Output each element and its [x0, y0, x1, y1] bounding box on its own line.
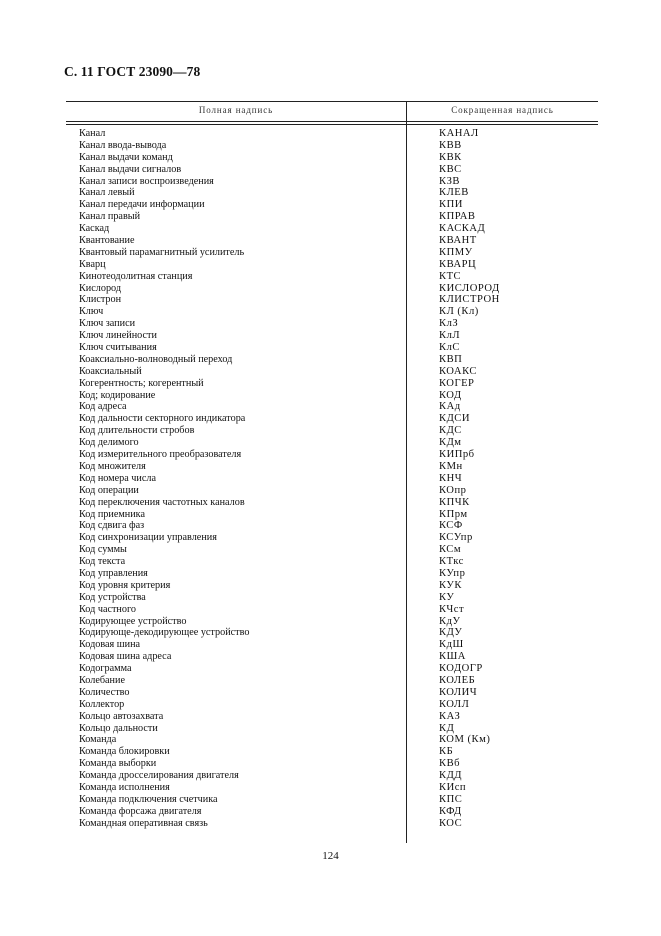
abbreviation: КПРАВ: [439, 211, 476, 223]
full-label: Команда выборки: [79, 758, 157, 770]
full-label: Код операции: [79, 484, 139, 496]
full-label: Канал левый: [79, 187, 135, 199]
full-label: Команда подключения счетчика: [79, 793, 218, 805]
abbreviation: КША: [439, 651, 466, 663]
abbreviation: КЛЕВ: [439, 187, 469, 199]
table-row: [66, 449, 598, 461]
table-row: [66, 473, 598, 485]
abbreviation: КБ: [439, 746, 454, 758]
full-label: Код сдвига фаз: [79, 520, 145, 532]
table-row: [66, 485, 598, 497]
abbreviation: КЛ (Кл): [439, 306, 479, 318]
table-row: [66, 294, 598, 306]
table-row: [66, 520, 598, 532]
full-label: Канал правый: [79, 211, 141, 223]
full-label: Ключ записи: [79, 318, 136, 330]
full-label: Кислород: [79, 282, 122, 294]
page-number: 124: [322, 850, 339, 862]
table-row: [66, 723, 598, 735]
table-row: [66, 259, 598, 271]
abbreviation: КдШ: [439, 639, 464, 651]
table-row: [66, 758, 598, 770]
abbreviation: КАд: [439, 401, 461, 413]
table-row: [66, 390, 598, 402]
table-row: [66, 544, 598, 556]
table-row: [66, 306, 598, 318]
full-label: Квантовый парамагнитный усилитель: [79, 246, 245, 258]
full-label: Канал ввода-вывода: [79, 139, 167, 151]
full-label: Код уровня критерия: [79, 579, 171, 591]
full-label: Команда блокировки: [79, 746, 170, 758]
table-row: [66, 413, 598, 425]
full-label: Ключ: [79, 306, 104, 318]
abbreviation: КИПрб: [439, 449, 475, 461]
table-row: [66, 806, 598, 818]
abbreviation: КДСИ: [439, 413, 471, 425]
full-label: Код множителя: [79, 460, 146, 472]
abbreviation: КУпр: [439, 567, 466, 579]
full-label: Команда: [79, 734, 117, 746]
full-label: Кварц: [79, 258, 106, 270]
full-label: Код переключения частотных каналов: [79, 496, 245, 508]
abbreviation: КОС: [439, 817, 463, 829]
table-row: [66, 401, 598, 413]
full-label: Кодовая шина адреса: [79, 651, 172, 663]
table-row: [66, 366, 598, 378]
document-header: С. 11 ГОСТ 23090—78: [64, 64, 201, 79]
full-label: Код номера числа: [79, 472, 157, 484]
table-header-rule-double: [66, 124, 598, 125]
table-row: [66, 425, 598, 437]
full-label: Код управления: [79, 567, 148, 579]
full-label: Коллектор: [79, 698, 125, 710]
abbreviation: КТС: [439, 270, 462, 282]
table-row: [66, 152, 598, 164]
table-row: [66, 509, 598, 521]
table-row: [66, 128, 598, 140]
table-row: [66, 199, 598, 211]
table-row: [66, 699, 598, 711]
table-row: [66, 271, 598, 283]
abbreviation: КДД: [439, 770, 463, 782]
abbreviation: КПрм: [439, 508, 468, 520]
table-row: [66, 639, 598, 651]
abbreviation: КОД: [439, 389, 462, 401]
full-label: Ключ линейности: [79, 330, 157, 342]
abbreviation: КСФ: [439, 520, 463, 532]
table-row: [66, 616, 598, 628]
abbreviation: КДС: [439, 425, 462, 437]
table-row: [66, 556, 598, 568]
abbreviation: КВб: [439, 758, 461, 770]
full-label: Коаксиальный: [79, 365, 142, 377]
full-label: Клистрон: [79, 294, 122, 306]
full-label: Кинотеодолитная станция: [79, 270, 193, 282]
table-row: [66, 211, 598, 223]
table-row: [66, 354, 598, 366]
abbreviation: КОДОГР: [439, 663, 483, 675]
table-row: [66, 437, 598, 449]
abbreviation: КВАНТ: [439, 235, 477, 247]
full-label: Кодирующе-декодирующее устройство: [79, 627, 250, 639]
full-label: Код суммы: [79, 544, 127, 556]
full-label: Канал передачи информации: [79, 199, 205, 211]
full-label: Код; кодирование: [79, 389, 156, 401]
abbreviation: КОЛИЧ: [439, 686, 478, 698]
abbreviation: КАНАЛ: [439, 128, 479, 139]
abbreviation: КМн: [439, 460, 463, 472]
full-label: Код синхронизации управления: [79, 532, 217, 544]
table-row: [66, 497, 598, 509]
full-label: Количество: [79, 686, 130, 698]
abbreviation: КлЛ: [439, 330, 461, 342]
abbreviation: КВАРЦ: [439, 258, 477, 270]
full-label: Канал записи воспроизведения: [79, 175, 214, 187]
full-label: Канал выдачи сигналов: [79, 163, 182, 175]
full-label: Команда исполнения: [79, 781, 170, 793]
full-label: Команда форсажа двигателя: [79, 805, 202, 817]
full-label: Код делимого: [79, 437, 139, 449]
table-row: [66, 687, 598, 699]
abbreviation: КЧст: [439, 603, 465, 615]
abbreviation: КПЧК: [439, 496, 470, 508]
table-row: [66, 568, 598, 580]
table-body: [66, 128, 598, 830]
table-header-rule: [66, 121, 598, 122]
full-label: Команда дросселирования двигателя: [79, 770, 239, 782]
full-label: Кольцо дальности: [79, 722, 158, 734]
abbreviation: КУ: [439, 591, 455, 603]
full-label: Код адреса: [79, 401, 127, 413]
full-label: Код устройства: [79, 591, 146, 603]
full-label: Канал: [79, 128, 106, 139]
abbreviation: КдУ: [439, 615, 461, 627]
abbreviation: КВВ: [439, 139, 462, 151]
full-label: Когерентность; когерентный: [79, 377, 204, 389]
table-row: [66, 782, 598, 794]
abbreviation: КОАКС: [439, 365, 477, 377]
table-row: [66, 330, 598, 342]
table-row: [66, 342, 598, 354]
column-header-full: Полная надпись: [198, 105, 274, 115]
full-label: Командная оперативная связь: [79, 817, 208, 829]
column-header-abbr: Сокращенная надпись: [451, 105, 554, 115]
abbreviation: КФД: [439, 805, 462, 817]
abbreviation: КПМУ: [439, 246, 473, 258]
full-label: Кодирующее устройство: [79, 615, 187, 627]
abbreviation: КВК: [439, 151, 462, 163]
abbreviation: КАЗ: [439, 710, 461, 722]
full-label: Коаксиально-волноводный переход: [79, 353, 233, 365]
abbreviation: КВС: [439, 163, 462, 175]
table-row: [66, 663, 598, 675]
full-label: Каскад: [79, 223, 110, 235]
table-row: [66, 746, 598, 758]
full-label: Код длительности стробов: [79, 425, 195, 437]
abbreviation: КЛИСТРОН: [439, 294, 500, 306]
table-row: [66, 604, 598, 616]
table-top-rule: [66, 101, 598, 102]
abbreviation: КОГЕР: [439, 377, 475, 389]
table-row: [66, 711, 598, 723]
abbreviation: КУК: [439, 579, 462, 591]
table-row: [66, 770, 598, 782]
table-row: [66, 140, 598, 152]
table-row: [66, 176, 598, 188]
table-row: [66, 461, 598, 473]
full-label: Колебание: [79, 674, 125, 686]
table-row: [66, 532, 598, 544]
full-label: Канал выдачи команд: [79, 151, 173, 163]
abbreviation: КПИ: [439, 199, 463, 211]
table-row: [66, 223, 598, 235]
abbreviation: КД: [439, 722, 455, 734]
table-row: [66, 734, 598, 746]
full-label: Ключ считывания: [79, 342, 157, 354]
table-row: [66, 187, 598, 199]
table-row: [66, 283, 598, 295]
full-label: Квантование: [79, 235, 135, 247]
full-label: Кодовая шина: [79, 639, 141, 651]
abbreviations-table: [66, 101, 598, 843]
abbreviation: КСм: [439, 544, 462, 556]
full-label: Кольцо автозахвата: [79, 710, 164, 722]
full-label: Код частного: [79, 603, 136, 615]
full-label: Код приемника: [79, 508, 146, 520]
abbreviation: КОпр: [439, 484, 467, 496]
abbreviation: КАСКАД: [439, 223, 486, 235]
table-row: [66, 675, 598, 687]
full-label: Код дальности секторного индикатора: [79, 413, 246, 425]
table-row: [66, 164, 598, 176]
table-row: [66, 794, 598, 806]
abbreviation: КПС: [439, 793, 463, 805]
table-row: [66, 627, 598, 639]
full-label: Код текста: [79, 556, 126, 568]
abbreviation: КлЗ: [439, 318, 459, 330]
table-row: [66, 378, 598, 390]
abbreviation: КЗВ: [439, 175, 460, 187]
table-row: [66, 592, 598, 604]
abbreviation: КСУпр: [439, 532, 473, 544]
abbreviation: КлС: [439, 342, 460, 354]
full-label: Кодограмма: [79, 663, 132, 675]
table-row: [66, 580, 598, 592]
abbreviation: КТкс: [439, 556, 464, 568]
table-row: [66, 818, 598, 830]
table-row: [66, 235, 598, 247]
abbreviation: КОЛЕБ: [439, 674, 476, 686]
abbreviation: КОЛЛ: [439, 698, 470, 710]
abbreviation: КОМ (Км): [439, 734, 491, 746]
abbreviation: КВП: [439, 353, 463, 365]
table-row: [66, 318, 598, 330]
abbreviation: КИСЛОРОД: [439, 282, 500, 294]
abbreviation: КИсп: [439, 781, 467, 793]
table-row: [66, 651, 598, 663]
abbreviation: КДм: [439, 437, 462, 449]
full-label: Код измерительного преобразователя: [79, 449, 242, 461]
abbreviation: КНЧ: [439, 472, 463, 484]
table-row: [66, 247, 598, 259]
abbreviation: КДУ: [439, 627, 463, 639]
